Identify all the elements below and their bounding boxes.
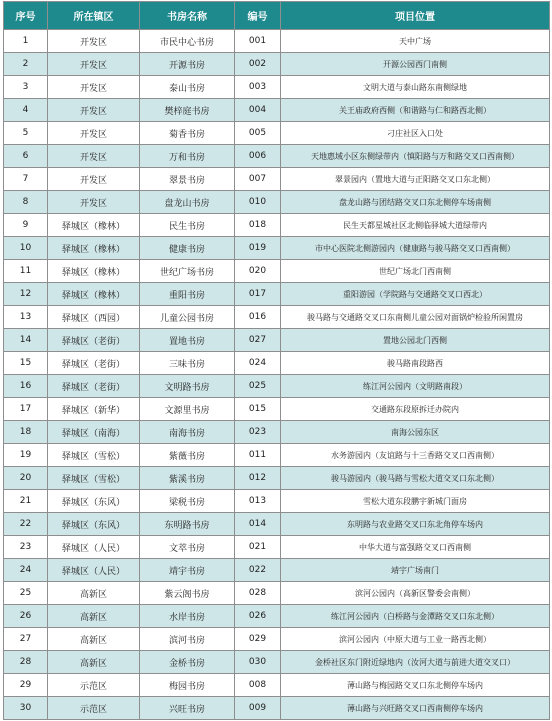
cell-index: 7 <box>4 168 48 191</box>
cell-district: 驿城区（西园） <box>48 306 140 329</box>
cell-district: 驿城区（雪松） <box>48 444 140 467</box>
cell-index: 24 <box>4 559 48 582</box>
table-row <box>4 30 550 53</box>
table-row <box>4 53 550 76</box>
cell-location: 天中广场 <box>281 30 550 53</box>
cell-location: 中华大道与富强路交叉口西南侧 <box>281 536 550 559</box>
cell-code: 025 <box>235 375 281 398</box>
cell-room-name: 健康书房 <box>140 237 235 260</box>
cell-district: 高新区 <box>48 582 140 605</box>
table-row <box>4 697 550 720</box>
cell-code: 016 <box>235 306 281 329</box>
table-row <box>4 490 550 513</box>
cell-room-name: 金桥书房 <box>140 651 235 674</box>
table-row <box>4 329 550 352</box>
header-district: 所在镇区 <box>48 2 140 30</box>
table-row <box>4 122 550 145</box>
cell-index: 9 <box>4 214 48 237</box>
cell-location: 重阳游园（学院路与交通路交叉口西北） <box>281 283 550 306</box>
cell-location: 置地公园北门西侧 <box>281 329 550 352</box>
cell-index: 20 <box>4 467 48 490</box>
cell-code: 002 <box>235 53 281 76</box>
cell-location: 南海公园东区 <box>281 421 550 444</box>
cell-room-name: 万和书房 <box>140 145 235 168</box>
cell-district: 开发区 <box>48 191 140 214</box>
cell-index: 22 <box>4 513 48 536</box>
cell-district: 驿城区（东风） <box>48 513 140 536</box>
cell-code: 027 <box>235 329 281 352</box>
cell-district: 驿城区（东风） <box>48 490 140 513</box>
cell-district: 高新区 <box>48 605 140 628</box>
cell-location: 练江河公园内（文明路南段） <box>281 375 550 398</box>
cell-district: 驿城区（老街） <box>48 329 140 352</box>
cell-room-name: 梅园书房 <box>140 674 235 697</box>
cell-index: 13 <box>4 306 48 329</box>
table-row <box>4 651 550 674</box>
cell-code: 030 <box>235 651 281 674</box>
cell-index: 30 <box>4 697 48 720</box>
cell-district: 示范区 <box>48 697 140 720</box>
cell-room-name: 文源里书房 <box>140 398 235 421</box>
header-location: 项目位置 <box>281 2 550 30</box>
cell-location: 骏马路南段路西 <box>281 352 550 375</box>
cell-index: 1 <box>4 30 48 53</box>
cell-room-name: 三味书房 <box>140 352 235 375</box>
cell-location: 东明路与农业路交叉口东北角停车场内 <box>281 513 550 536</box>
cell-index: 16 <box>4 375 48 398</box>
cell-district: 驿城区（橡林） <box>48 237 140 260</box>
cell-location: 民生天都星城社区北侧临驿城大道绿带内 <box>281 214 550 237</box>
cell-room-name: 民生书房 <box>140 214 235 237</box>
cell-location: 刁庄社区入口处 <box>281 122 550 145</box>
header-code: 编号 <box>235 2 281 30</box>
cell-code: 010 <box>235 191 281 214</box>
header-index: 序号 <box>4 2 48 30</box>
table-row <box>4 237 550 260</box>
cell-location: 骏马路与交通路交叉口东南侧儿童公园对面锅炉检验所闲置房 <box>281 306 550 329</box>
cell-code: 008 <box>235 674 281 697</box>
cell-code: 004 <box>235 99 281 122</box>
cell-code: 007 <box>235 168 281 191</box>
cell-district: 驿城区（人民） <box>48 559 140 582</box>
cell-index: 18 <box>4 421 48 444</box>
table-row <box>4 444 550 467</box>
cell-district: 驿城区（人民） <box>48 536 140 559</box>
cell-location: 练江河公园内（白桥路与金潭路交叉口东北侧） <box>281 605 550 628</box>
cell-index: 3 <box>4 76 48 99</box>
cell-index: 15 <box>4 352 48 375</box>
reading-room-table-container <box>3 1 549 720</box>
cell-room-name: 菊香书房 <box>140 122 235 145</box>
cell-code: 018 <box>235 214 281 237</box>
cell-location: 交通路东段原拆迁办院内 <box>281 398 550 421</box>
cell-location: 骏马游园内（骏马路与雪松大道交叉口东北侧） <box>281 467 550 490</box>
cell-room-name: 翠景书房 <box>140 168 235 191</box>
cell-index: 6 <box>4 145 48 168</box>
cell-index: 12 <box>4 283 48 306</box>
cell-district: 驿城区（老街） <box>48 375 140 398</box>
cell-index: 27 <box>4 628 48 651</box>
cell-index: 28 <box>4 651 48 674</box>
cell-location: 金桥社区东门附近绿地内（汝河大道与前进大道交叉口） <box>281 651 550 674</box>
cell-index: 29 <box>4 674 48 697</box>
cell-district: 开发区 <box>48 168 140 191</box>
cell-district: 开发区 <box>48 99 140 122</box>
cell-code: 017 <box>235 283 281 306</box>
table-row <box>4 398 550 421</box>
table-row <box>4 536 550 559</box>
cell-code: 005 <box>235 122 281 145</box>
cell-code: 022 <box>235 559 281 582</box>
table-row <box>4 168 550 191</box>
cell-location: 靖宇广场南门 <box>281 559 550 582</box>
cell-room-name: 滨河书房 <box>140 628 235 651</box>
table-row <box>4 559 550 582</box>
cell-district: 驿城区（南海） <box>48 421 140 444</box>
cell-location: 雪松大道东段鹏宇新城门面房 <box>281 490 550 513</box>
table-body <box>4 30 550 720</box>
cell-code: 021 <box>235 536 281 559</box>
cell-room-name: 开源书房 <box>140 53 235 76</box>
cell-room-name: 紫薇书房 <box>140 444 235 467</box>
cell-location: 薄山路与兴旺路交叉口西南侧停车场内 <box>281 697 550 720</box>
cell-index: 4 <box>4 99 48 122</box>
cell-room-name: 置地书房 <box>140 329 235 352</box>
cell-room-name: 市民中心书房 <box>140 30 235 53</box>
cell-code: 013 <box>235 490 281 513</box>
cell-code: 003 <box>235 76 281 99</box>
table-header-row <box>4 2 550 30</box>
cell-location: 水务游园内（友谊路与十三香路交叉口西南侧） <box>281 444 550 467</box>
cell-district: 驿城区（橡林） <box>48 260 140 283</box>
table-row <box>4 467 550 490</box>
cell-index: 8 <box>4 191 48 214</box>
cell-index: 23 <box>4 536 48 559</box>
cell-index: 14 <box>4 329 48 352</box>
cell-code: 006 <box>235 145 281 168</box>
cell-room-name: 兴旺书房 <box>140 697 235 720</box>
cell-code: 001 <box>235 30 281 53</box>
header-room-name: 书房名称 <box>140 2 235 30</box>
cell-code: 015 <box>235 398 281 421</box>
table-row <box>4 352 550 375</box>
table-row <box>4 145 550 168</box>
cell-location: 天地惠域小区东侧绿带内（慎阳路与万和路交叉口西南侧） <box>281 145 550 168</box>
cell-location: 滨河公园内（中原大道与工业一路西北侧） <box>281 628 550 651</box>
cell-location: 文明大道与泰山路东南侧绿地 <box>281 76 550 99</box>
cell-index: 11 <box>4 260 48 283</box>
cell-room-name: 梁税书房 <box>140 490 235 513</box>
table-row <box>4 628 550 651</box>
cell-index: 19 <box>4 444 48 467</box>
cell-code: 019 <box>235 237 281 260</box>
cell-room-name: 紫云阁书房 <box>140 582 235 605</box>
cell-code: 011 <box>235 444 281 467</box>
table-row <box>4 513 550 536</box>
table-row <box>4 375 550 398</box>
cell-room-name: 世纪广场书房 <box>140 260 235 283</box>
cell-district: 开发区 <box>48 122 140 145</box>
cell-index: 26 <box>4 605 48 628</box>
cell-room-name: 南海书房 <box>140 421 235 444</box>
cell-district: 高新区 <box>48 628 140 651</box>
cell-code: 014 <box>235 513 281 536</box>
cell-location: 世纪广场北门西南侧 <box>281 260 550 283</box>
table-row <box>4 214 550 237</box>
cell-room-name: 水岸书房 <box>140 605 235 628</box>
table-row <box>4 306 550 329</box>
cell-location: 开源公园西门南侧 <box>281 53 550 76</box>
cell-code: 023 <box>235 421 281 444</box>
cell-location: 盘龙山路与团结路交叉口东北侧停车场南侧 <box>281 191 550 214</box>
table-row <box>4 421 550 444</box>
cell-district: 驿城区（老街） <box>48 352 140 375</box>
cell-district: 高新区 <box>48 651 140 674</box>
cell-room-name: 文明路书房 <box>140 375 235 398</box>
reading-room-table <box>3 1 550 720</box>
table-row <box>4 674 550 697</box>
cell-location: 翠景园内（置地大道与正阳路交叉口东北侧） <box>281 168 550 191</box>
table-row <box>4 76 550 99</box>
cell-code: 029 <box>235 628 281 651</box>
cell-room-name: 泰山书房 <box>140 76 235 99</box>
cell-room-name: 重阳书房 <box>140 283 235 306</box>
cell-code: 028 <box>235 582 281 605</box>
cell-index: 10 <box>4 237 48 260</box>
cell-room-name: 盘龙山书房 <box>140 191 235 214</box>
cell-district: 开发区 <box>48 76 140 99</box>
cell-index: 25 <box>4 582 48 605</box>
cell-room-name: 儿童公园书房 <box>140 306 235 329</box>
cell-district: 驿城区（新华） <box>48 398 140 421</box>
cell-district: 驿城区（橡林） <box>48 283 140 306</box>
cell-room-name: 靖宇书房 <box>140 559 235 582</box>
cell-room-name: 樊梓庭书房 <box>140 99 235 122</box>
table-row <box>4 260 550 283</box>
table-row <box>4 191 550 214</box>
cell-district: 示范区 <box>48 674 140 697</box>
cell-room-name: 文萃书房 <box>140 536 235 559</box>
cell-code: 024 <box>235 352 281 375</box>
cell-district: 开发区 <box>48 30 140 53</box>
cell-index: 2 <box>4 53 48 76</box>
cell-location: 薄山路与梅园路交叉口东北侧停车场内 <box>281 674 550 697</box>
cell-index: 5 <box>4 122 48 145</box>
cell-district: 驿城区（雪松） <box>48 467 140 490</box>
cell-location: 滨河公园内（高新区警委会南侧） <box>281 582 550 605</box>
cell-location: 市中心医院北侧游园内（健康路与骏马路交叉口西南侧） <box>281 237 550 260</box>
cell-code: 020 <box>235 260 281 283</box>
cell-code: 012 <box>235 467 281 490</box>
table-row <box>4 582 550 605</box>
cell-room-name: 东明路书房 <box>140 513 235 536</box>
table-row <box>4 605 550 628</box>
cell-district: 驿城区（橡林） <box>48 214 140 237</box>
cell-code: 009 <box>235 697 281 720</box>
cell-district: 开发区 <box>48 145 140 168</box>
cell-location: 关王庙政府西侧（和谐路与仁和路西北侧） <box>281 99 550 122</box>
cell-index: 17 <box>4 398 48 421</box>
cell-district: 开发区 <box>48 53 140 76</box>
cell-index: 21 <box>4 490 48 513</box>
cell-code: 026 <box>235 605 281 628</box>
table-row <box>4 99 550 122</box>
table-row <box>4 283 550 306</box>
cell-room-name: 紫溪书房 <box>140 467 235 490</box>
